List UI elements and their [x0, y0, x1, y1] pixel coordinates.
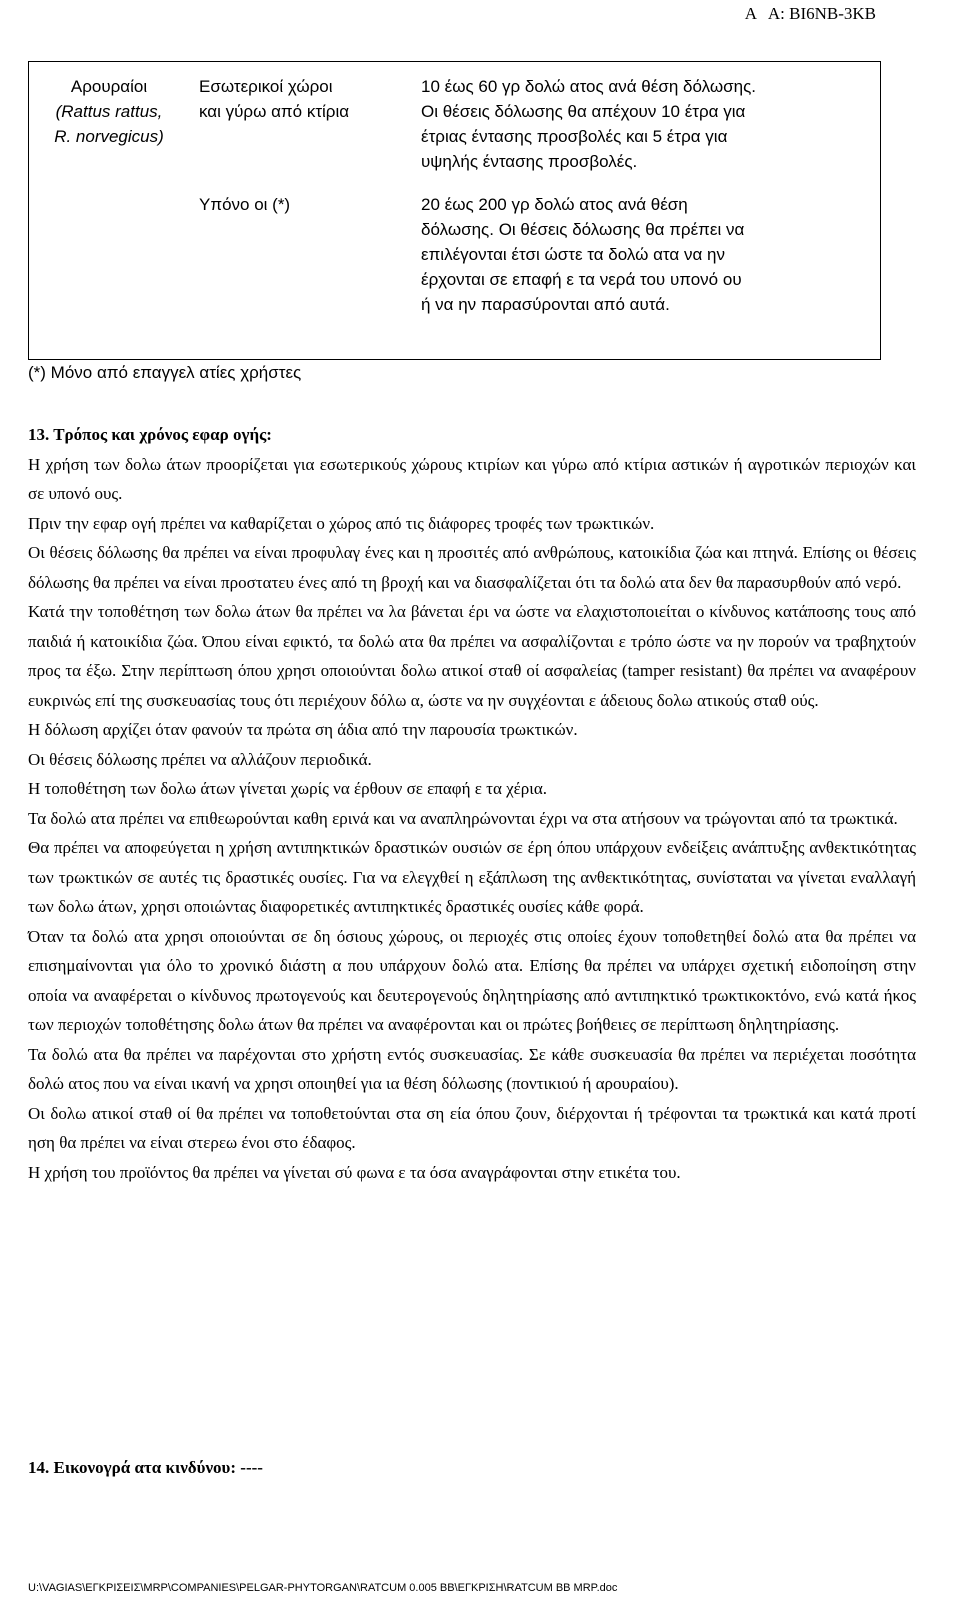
- paragraph: Κατά την τοποθέτηση των δολω άτων θα πρέπει να λα βάνεται έρι να ώστε να ελαχιστοποιείται ο κίνδυνος κατάποσης τους από παιδιά ή κατοικίδια ζώα. Όπου είναι εφικτό, τα δολώ ατα θα πρέπει να ασφαλίζονται ε τρόπο ώστε να ην πορούν να τραβηχτούν προς τα έξω. Στην περίπτωση όπου χρησι οποιούνται δολω ατικοί σταθ οί ασφαλείας (tamper resistant) θα πρέπει να αναφέρουν ευκρινώς επί της συσκευασίας τους ότι περιέχουν δόλω α, ώστε να ην συγχέονται ε άδειους δολω ατικούς σταθ ούς.: [28, 602, 916, 710]
- dosage-table: [28, 61, 881, 360]
- paragraph: Οι δολω ατικοί σταθ οί θα πρέπει να τοποθετούνται στα ση εία όπου ζουν, διέρχονται ή τρέφονται τα τρωκτικά και κατά προτί ηση θα πρέπει να είναι στερεω ένοι στο έδαφος.: [28, 1103, 916, 1152]
- document-reference: Α Α: BI6NB-3KB: [744, 4, 876, 23]
- species-cell: Αρουραίοι (Rattus rattus, R. norvegicus): [54, 77, 164, 146]
- paragraph: Τα δολώ ατα θα πρέπει να παρέχονται στο χρήστη εντός συσκευασίας. Σε κάθε συσκευασία θα πρέπει να περιέχεται ποσότητα δολώ ατος που να είναι ικανή να χρησι οποιηθεί για ια θέση δόλωσης (ποντικιού ή αρουραίου).: [28, 1044, 916, 1093]
- paragraph: Οι θέσεις δόλωσης θα πρέπει να είναι προφυλαγ ένες και η προσιτές από ανθρώπους, κατοικίδια ζώα και πτηνά. Επίσης οι θέσεις δόλωσης θα πρέπει να είναι προστατευ ένες από τη βροχή και να διασφαλίζεται ότι τα δολώ ατα δεν θα παρασυρθούν από νερό.: [28, 543, 916, 592]
- paragraph: Η δόλωση αρχίζει όταν φανούν τα πρώτα ση άδια από την παρουσία τρωκτικών.: [28, 720, 578, 739]
- sewer-label-cell: Υπόνο οι (*): [199, 195, 291, 214]
- paragraph: Θα πρέπει να αποφεύγεται η χρήση αντιπηκτικών δραστικών ουσιών σε έρη όπου υπάρχουν ενδείξεις ανάπτυξης ανθεκτικότητας των τρωκτικών σε αυτές τις δραστικές ουσίες. Για να ελεγχθεί η εξάπλωση της ανθεκτικότητας, συνίσταται να γίνεται εναλλαγή των δολω άτων, χρησι οποιώντας διαφορετικές αντιπηκτικές δραστικές ουσίες κάθε φορά.: [28, 838, 916, 916]
- indoor-dose-cell: 10 έως 60 γρ δολώ ατος ανά θέση δόλωσης. Οι θέσεις δόλωσης θα απέχουν 10 έτρα για έτριας έντασης προσβολές και 5 έτρα για υψηλής έντασης προσβολές.: [421, 77, 756, 171]
- paragraph: Η χρήση του προϊόντος θα πρέπει να γίνεται σύ φωνα ε τα όσα αναγράφονται στην ετικέτα του.: [28, 1162, 681, 1182]
- section-13-title: 13. Τρόπος και χρόνος εφαρ ογής:: [28, 425, 272, 444]
- paragraph: Οι θέσεις δόλωσης πρέπει να αλλάζουν περιοδικά.: [28, 749, 372, 769]
- paragraph: Όταν τα δολώ ατα χρησι οποιούνται σε δη όσιους χώρους, οι περιοχές στις οποίες έχουν τοποθετηθεί δολώ ατα θα πρέπει να επισημαίνονται για όλο το χρονικό διάστη α που υπάρχουν δολώ ατα. Επίσης θα πρέπει να υπάρχει σχετική ειδοποίηση στην οποία να αναφέρεται ο κίνδυνος πρωτογενούς και δευτερογενούς δηλητηρίασης από αντιπηκτικό τρωκτικοκτόνο, ενώ κατά ήκος των περιοχών τοποθέτησης δολω άτων θα πρέπει να αναφέρονται και οι πρώτες βοήθειες σε περίπτωση δηλητηρίασης.: [28, 926, 916, 1034]
- paragraph: Πριν την εφαρ ογή πρέπει να καθαρίζεται ο χώρος από τις διάφορες τροφές των τρωκτικών.: [28, 513, 655, 533]
- section-13: [28, 420, 916, 1187]
- sewer-dose-cell: 20 έως 200 γρ δολώ ατος ανά θέση δόλωσης. Οι θέσεις δόλωσης θα πρέπει να επιλέγονται έτσι ώστε τα δολώ ατα να ην έρχονται σε επαφή ε τα νερά του υπονό ου ή να ην παρασύρονται από αυτά.: [421, 195, 745, 314]
- location-cell: Εσωτερικοί χώροι και γύρω από κτίρια: [199, 77, 350, 121]
- table-footnote: (*) Μόνο από επαγγελ ατίες χρήστες: [28, 363, 302, 382]
- paragraph: Τα δολώ ατα πρέπει να επιθεωρούνται καθη ερινά και να αναπληρώνονται έχρι να στα ατήσουν να τρώγονται από τα τρωκτικά.: [28, 808, 898, 828]
- paragraph: Η τοποθέτηση των δολω άτων γίνεται χωρίς να έρθουν σε επαφή ε τα χέρια.: [28, 779, 548, 798]
- paragraph: Η χρήση των δολω άτων προορίζεται για εσωτερικούς χώρους κτιρίων και γύρω από κτίρια αστικών ή αγροτικών περιοχών και σε υπονό ους.: [28, 454, 916, 503]
- file-path-footer: U:\VAGIAS\ΕΓΚΡΙΣΕΙΣ\MRP\COMPANIES\PELGAR-PHYTORGAN\RATCUM 0.005 BB\ΕΓΚΡΙΣΗ\RATCUM BB MRP.doc: [28, 1582, 618, 1594]
- section-14-title: 14. Εικονογρά ατα κινδύνου: ----: [28, 1458, 263, 1477]
